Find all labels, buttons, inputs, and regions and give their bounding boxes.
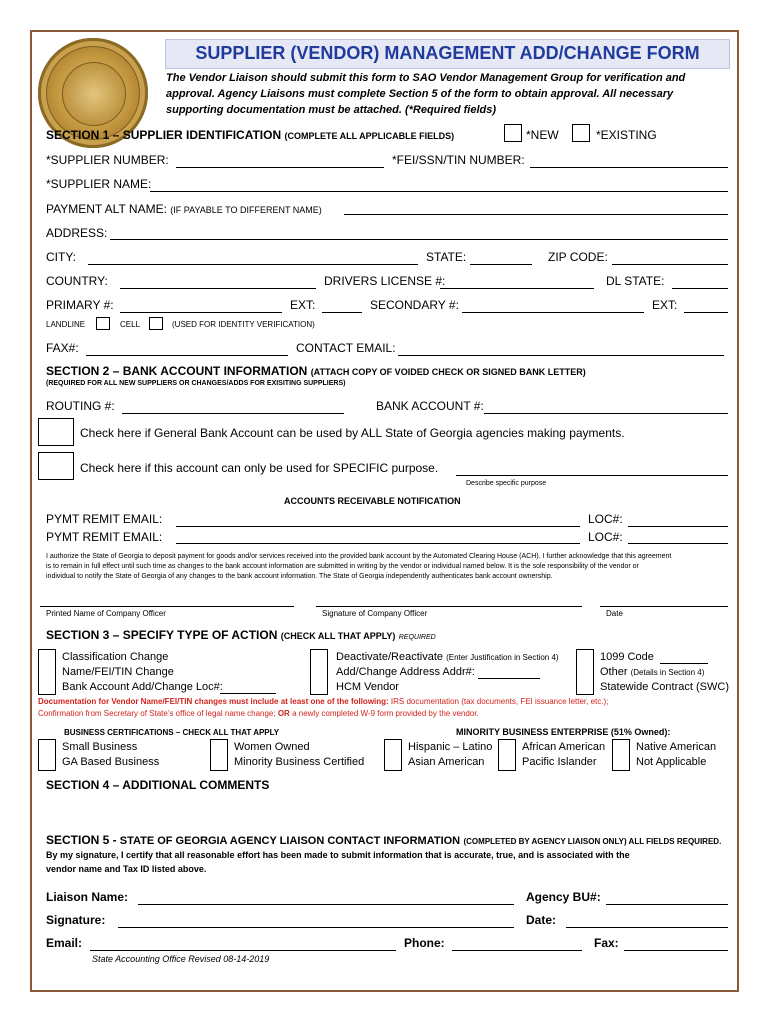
city-field[interactable] [88,264,418,265]
supplier-name-label: *SUPPLIER NAME: [46,177,152,191]
authorization-line-3: individual to notify the State of Georgia of any changes to the bank account information. The State of Georgia independently authenticates bank account ownership. [46,573,553,580]
not-applicable-label: Not Applicable [636,756,707,768]
printed-name-caption: Printed Name of Company Officer [46,609,166,618]
zip-field[interactable] [612,264,728,265]
officer-signature-field[interactable] [316,606,582,607]
mbe-checkbox-column-2[interactable] [498,739,516,771]
intro-line-2: approval. Agency Liaisons must complete Section 5 of the form to obtain approval. All necessary [166,88,674,100]
officer-date-caption: Date [606,609,623,618]
statewide-contract-label: Statewide Contract (SWC) [600,681,729,693]
code-1099-field[interactable] [660,663,708,664]
certify-line-2: vendor name and Tax ID listed above. [46,864,207,874]
printed-name-field[interactable] [40,606,294,607]
primary-label: PRIMARY #: [46,298,114,312]
native-american-label: Native American [636,741,717,753]
agency-bu-label: Agency BU#: [526,890,601,904]
liaison-name-label: Liaison Name: [46,890,129,904]
mbe-checkbox-column-3[interactable] [612,739,630,771]
action-checkbox-column-1[interactable] [38,649,56,695]
fax-label: FAX#: [46,341,79,355]
supplier-number-label: *SUPPLIER NUMBER: [46,153,169,167]
code-1099-label: 1099 Code [600,651,654,663]
city-label: CITY: [46,250,77,264]
action-checkbox-column-2[interactable] [310,649,328,695]
id-note: (USED FOR IDENTITY VERIFICATION) [172,320,315,329]
fei-label: *FEI/SSN/TIN NUMBER: [392,153,525,167]
ext1-label: EXT: [290,298,316,312]
cell-checkbox[interactable] [149,317,163,330]
liaison-fax-label: Fax: [594,936,619,950]
specific-purpose-field[interactable] [456,475,728,476]
section-3-heading: SECTION 3 – SPECIFY TYPE OF ACTION (CHECK ALL THAT APPLY) REQUIRED [46,628,436,642]
state-field[interactable] [470,264,532,265]
mbe-heading: MINORITY BUSINESS ENTERPRISE (51% Owned): [456,727,671,737]
business-cert-heading: BUSINESS CERTIFICATIONS – CHECK ALL THAT APPLY [64,728,280,737]
authorization-line-1: I authorize the State of Georgia to deposit payment for goods and/or services received into the provided bank account by the Automated Clearing House (ACH). I further acknowledge that this agreement [46,553,672,560]
section-1-heading: SECTION 1 – SUPPLIER IDENTIFICATION (COMPLETE ALL APPLICABLE FIELDS) [46,128,455,142]
classification-change-label: Classification Change [62,651,169,663]
remit-email-2-label: PYMT REMIT EMAIL: [46,530,163,544]
liaison-phone-label: Phone: [404,936,445,950]
address-change-addr-field[interactable] [478,678,540,679]
certify-line-1: By my signature, I certify that all reasonable effort has been made to submit information that is accurate, true, and is associated with the [46,850,630,860]
liaison-fax-field[interactable] [624,950,728,951]
secondary-field[interactable] [462,312,644,313]
section-5-heading: SECTION 5 - STATE OF GEORGIA AGENCY LIAISON CONTACT INFORMATION (COMPLETED BY AGENCY LIAISON ONLY) ALL FIELDS REQUIRED. [46,833,722,847]
title-bar [165,39,730,69]
remit-email-1-label: PYMT REMIT EMAIL: [46,512,163,526]
landline-label: LANDLINE [46,320,86,329]
new-checkbox[interactable] [504,124,522,142]
other-label: Other (Details in Section 4) [600,666,705,678]
deactivate-label: Deactivate/Reactivate (Enter Justification in Section 4) [336,651,559,663]
dl-state-label: DL STATE: [606,274,665,288]
existing-checkbox[interactable] [572,124,590,142]
loc1-label: LOC#: [588,512,623,526]
section-2-subnote: (REQUIRED FOR ALL NEW SUPPLIERS OR CHANGES/ADDS FOR EXISITING SUPPLIERS) [46,380,346,387]
contact-email-label: CONTACT EMAIL: [296,341,396,355]
general-account-label: Check here if General Bank Account can be used by ALL State of Georgia agencies making payments. [80,426,625,440]
business-checkbox-column-1[interactable] [38,739,56,771]
officer-date-field[interactable] [600,606,728,607]
liaison-date-label: Date: [526,913,557,927]
mbe-checkbox-column-1[interactable] [384,739,402,771]
supplier-number-field[interactable] [176,167,384,168]
dl-state-field[interactable] [672,288,728,289]
action-checkbox-column-3[interactable] [576,649,594,695]
supplier-name-field[interactable] [150,191,728,192]
comments-area[interactable] [46,796,728,826]
african-american-label: African American [522,741,606,753]
hcm-vendor-label: HCM Vendor [336,681,399,693]
loc2-field[interactable] [628,543,728,544]
address-label: ADDRESS: [46,226,108,240]
small-business-label: Small Business [62,741,138,753]
form-border [30,30,739,992]
loc1-field[interactable] [628,526,728,527]
intro-line-3: supporting documentation must be attached. (*Required fields) [166,104,497,116]
form-title: SUPPLIER (VENDOR) MANAGEMENT ADD/CHANGE FORM [195,43,700,63]
zip-label: ZIP CODE: [548,250,608,264]
ga-based-label: GA Based Business [62,756,160,768]
liaison-email-label: Email: [46,936,83,950]
liaison-date-field[interactable] [566,927,728,928]
section-4-heading: SECTION 4 – ADDITIONAL COMMENTS [46,778,270,792]
documentation-note-line-1: Documentation for Vendor Name/FEI/TIN changes must include at least one of the following: IRS documentation (tax documents, FEI issuance letter, etc.); [38,697,609,706]
documentation-note-line-2: Confirmation from Secretary of State’s office of legal name change; OR a newly completed W-9 form provided by the vendor. [38,709,479,718]
bank-change-label: Bank Account Add/Change Loc#: [62,681,223,693]
liaison-name-field[interactable] [138,904,514,905]
bank-account-field[interactable] [484,413,728,414]
ar-heading: ACCOUNTS RECEIVABLE NOTIFICATION [284,496,461,506]
drivers-license-field[interactable] [440,288,594,289]
address-field[interactable] [110,239,728,240]
specific-account-label: Check here if this account can only be used for SPECIFIC purpose. [80,461,439,475]
liaison-phone-field[interactable] [452,950,582,951]
contact-email-field[interactable] [398,355,724,356]
general-account-checkbox[interactable] [38,418,74,446]
existing-label: *EXISTING [596,128,657,142]
loc2-label: LOC#: [588,530,623,544]
fax-field[interactable] [86,355,288,356]
minority-certified-label: Minority Business Certified [234,756,365,768]
describe-purpose-caption: Describe specific purpose [466,480,547,487]
pacific-islander-label: Pacific Islander [522,756,597,768]
routing-label: ROUTING #: [46,399,115,413]
country-field[interactable] [120,288,316,289]
business-checkbox-column-2[interactable] [210,739,228,771]
bank-account-label: BANK ACCOUNT #: [376,399,484,413]
ext2-field[interactable] [684,312,728,313]
new-label: *NEW [526,128,559,142]
fei-field[interactable] [530,167,728,168]
liaison-signature-label: Signature: [46,913,106,927]
primary-field[interactable] [120,312,282,313]
state-label: STATE: [426,250,467,264]
specific-account-checkbox[interactable] [38,452,74,480]
landline-checkbox[interactable] [96,317,110,330]
secondary-label: SECONDARY #: [370,298,459,312]
name-fei-change-label: Name/FEI/TIN Change [62,666,174,678]
officer-signature-caption: Signature of Company Officer [322,609,428,618]
routing-field[interactable] [122,413,344,414]
country-label: COUNTRY: [46,274,108,288]
authorization-line-2: is to remain in full effect until such time as changes to the bank account information are submitted in writing by the vendor or individual named below. It is the sole responsibility of the vendor or [46,563,639,570]
ext1-field[interactable] [322,312,362,313]
cell-label: CELL [120,320,141,329]
remit-email-2-field[interactable] [176,543,580,544]
women-owned-label: Women Owned [234,741,310,753]
liaison-signature-field[interactable] [118,927,514,928]
agency-bu-field[interactable] [606,904,728,905]
drivers-license-label: DRIVERS LICENSE #: [324,274,446,288]
asian-label: Asian American [408,756,485,768]
bank-change-loc-field[interactable] [220,693,276,694]
revision-footer: State Accounting Office Revised 08-14-2019 [92,954,270,964]
intro-line-1: The Vendor Liaison should submit this form to SAO Vendor Management Group for verification and [166,72,686,84]
payment-alt-label: PAYMENT ALT NAME: (IF PAYABLE TO DIFFERENT NAME) [46,202,322,216]
section-2-heading: SECTION 2 – BANK ACCOUNT INFORMATION (ATTACH COPY OF VOIDED CHECK OR SIGNED BANK LETTER) [46,364,586,378]
remit-email-1-field[interactable] [176,526,580,527]
payment-alt-field[interactable] [344,214,728,215]
ext2-label: EXT: [652,298,678,312]
address-change-label: Add/Change Address Addr#: [336,666,475,678]
liaison-email-field[interactable] [90,950,396,951]
hispanic-label: Hispanic – Latino [408,741,493,753]
